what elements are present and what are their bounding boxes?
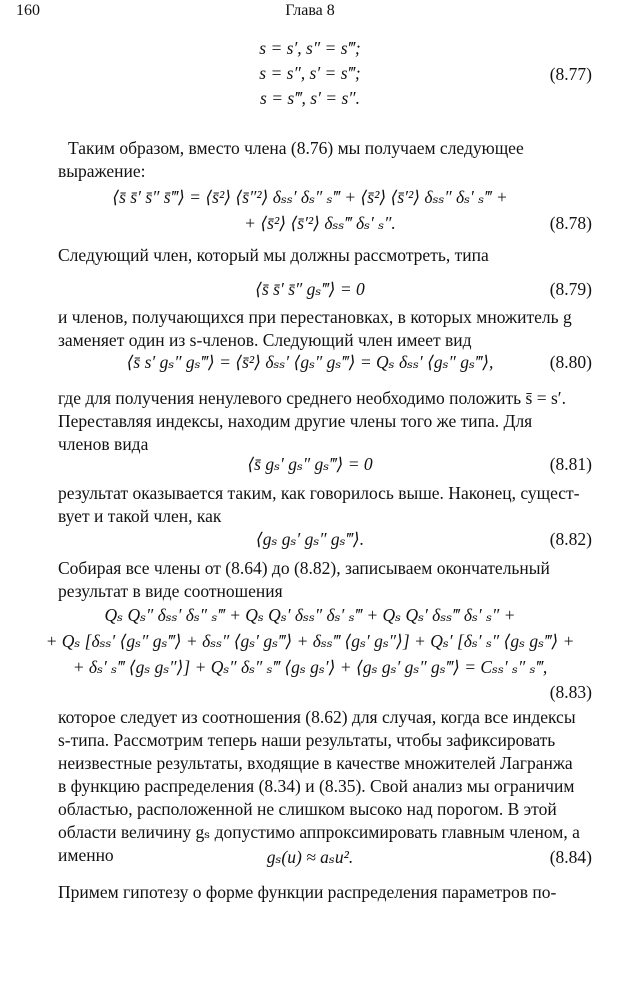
text-line: членов вида [58,434,149,454]
text-line: заменяет один из s-членов. Следующий член имеет вид [58,330,472,350]
text-line: которое следует из соотношения (8.62) для случая, когда все индексы [58,707,576,727]
paragraph-7 [58,706,592,867]
text-line: вует и такой член, как [58,506,222,526]
text-line: результат оказывается таким, как говорилось выше. Наконец, сущест- [58,483,580,503]
equation-8-83-line3 [0,655,620,702]
text-line: Примем гипотезу о форме функции распределения параметров по- [58,882,557,902]
equation-tag: (8.80) [549,352,592,372]
text-line: где для получения ненулевого среднего необходимо положить s̄ = s′. [58,388,566,408]
equation-8-80 [0,350,620,374]
text-line: в функцию распределения (8.34) и (8.35). Свой анализ мы ограничим [58,776,575,796]
text-line: неизвестные результаты, входящие в качестве множителей Лагранжа [58,753,573,773]
text-line: выражение: [58,161,146,181]
equation-8-83 [0,603,620,627]
equation-tag: (8.78) [549,213,592,233]
text-line: области величину gₛ допустимо аппроксимировать главным членом, а [58,822,580,842]
equation-8-77 [0,36,620,84]
equation-tag: (8.79) [549,279,592,299]
equation-line: gₛ(u) ≈ aₛu². [266,847,354,867]
chapter-header: Глава 8 [285,2,335,19]
paragraph-3 [58,306,592,352]
paragraph-4 [58,387,592,456]
equation-line: + Qₛ [δₛₛ′ ⟨gₛ″ gₛ‴⟩ + δₛₛ″ ⟨gₛ′ gₛ‴⟩ + δₛₛ‴ ⟨gₛ′ gₛ″⟩] + Qₛ′ [δₛ′ ₛ″ ⟨gₛ gₛ‴⟩ + [45,631,575,651]
text-line: Переставляя индексы, находим другие члены того же типа. Для [58,411,533,431]
equation-8-77-line3 [0,86,620,110]
equation-line: ⟨s̄ s′ gₛ″ gₛ‴⟩ = ⟨s̄²⟩ δₛₛ′ ⟨gₛ″ gₛ‴⟩ = Qₛ δₛₛ′ ⟨gₛ″ gₛ‴⟩, [126,352,494,372]
text-line: областью, расположенной не слишком высоко над порогом. В этой [58,799,557,819]
equation-line: + δₛ′ ₛ‴ ⟨gₛ gₛ″⟩] + Qₛ″ δₛ″ ₛ‴ ⟨gₛ gₛ′⟩ + ⟨gₛ gₛ′ gₛ″ gₛ‴⟩ = Cₛₛ′ ₛ″ ₛ‴, [72,657,548,677]
text-line: Собирая все члены от (8.64) до (8.82), записываем окончательный [58,558,550,578]
text-line: Таким образом, вместо члена (8.76) мы получаем следующее [68,138,524,158]
paragraph-6 [58,557,592,603]
equation-8-77-line2 [0,61,620,85]
text-line: s-типа. Рассмотрим теперь наши результаты, чтобы зафиксировать [58,730,556,750]
equation-8-81 [0,452,620,476]
equation-tag: (8.82) [549,529,592,549]
equation-8-83-line2 [0,629,620,653]
paragraph-2 [58,244,592,267]
equation-8-78 [0,185,620,209]
equation-tag: (8.84) [549,847,592,867]
equation-tag: (8.77) [549,64,592,84]
equation-line: s = s″, s′ = s‴; [259,63,361,83]
equation-8-78-line2 [0,211,620,235]
text-line: результат в виде соотношения [58,581,283,601]
equation-line: ⟨s̄ s̄′ s̄″ s̄‴⟩ = ⟨s̄²⟩ ⟨s̄″²⟩ δₛₛ′ δₛ″ ₛ‴ + ⟨s̄²⟩ ⟨s̄′²⟩ δₛₛ″ δₛ′ ₛ‴ + [112,187,508,207]
equation-tag: (8.83) [549,682,592,702]
equation-line: ⟨s̄ s̄′ s̄″ gₛ‴⟩ = 0 [255,279,365,299]
text-line: Следующий член, который мы должны рассмотреть, типа [58,245,489,265]
paragraph-5 [58,482,592,528]
equation-line: ⟨gₛ gₛ′ gₛ″ gₛ‴⟩. [255,529,365,549]
equation-line: s = s′, s″ = s‴; [259,38,361,58]
equation-line: ⟨s̄ gₛ′ gₛ″ gₛ‴⟩ = 0 [247,454,373,474]
equation-tag: (8.81) [549,454,592,474]
equation-line: s = s‴, s′ = s″. [260,88,360,108]
equation-8-79 [0,277,620,301]
equation-8-82 [0,527,620,551]
text-line: и членов, получающихся при перестановках, в которых множитель g [58,307,572,327]
paragraph-8 [58,881,592,904]
page-number: 160 [16,2,40,19]
equation-8-84 [0,845,620,869]
paragraph-1 [58,137,592,183]
equation-line: + ⟨s̄²⟩ ⟨s̄′²⟩ δₛₛ‴ δₛ′ ₛ″. [244,213,396,233]
equation-line: Qₛ Qₛ″ δₛₛ′ δₛ″ ₛ‴ + Qₛ Qₛ′ δₛₛ″ δₛ′ ₛ‴ + Qₛ Qₛ′ δₛₛ‴ δₛ′ ₛ″ + [104,605,516,625]
text-line: именно [58,845,114,865]
